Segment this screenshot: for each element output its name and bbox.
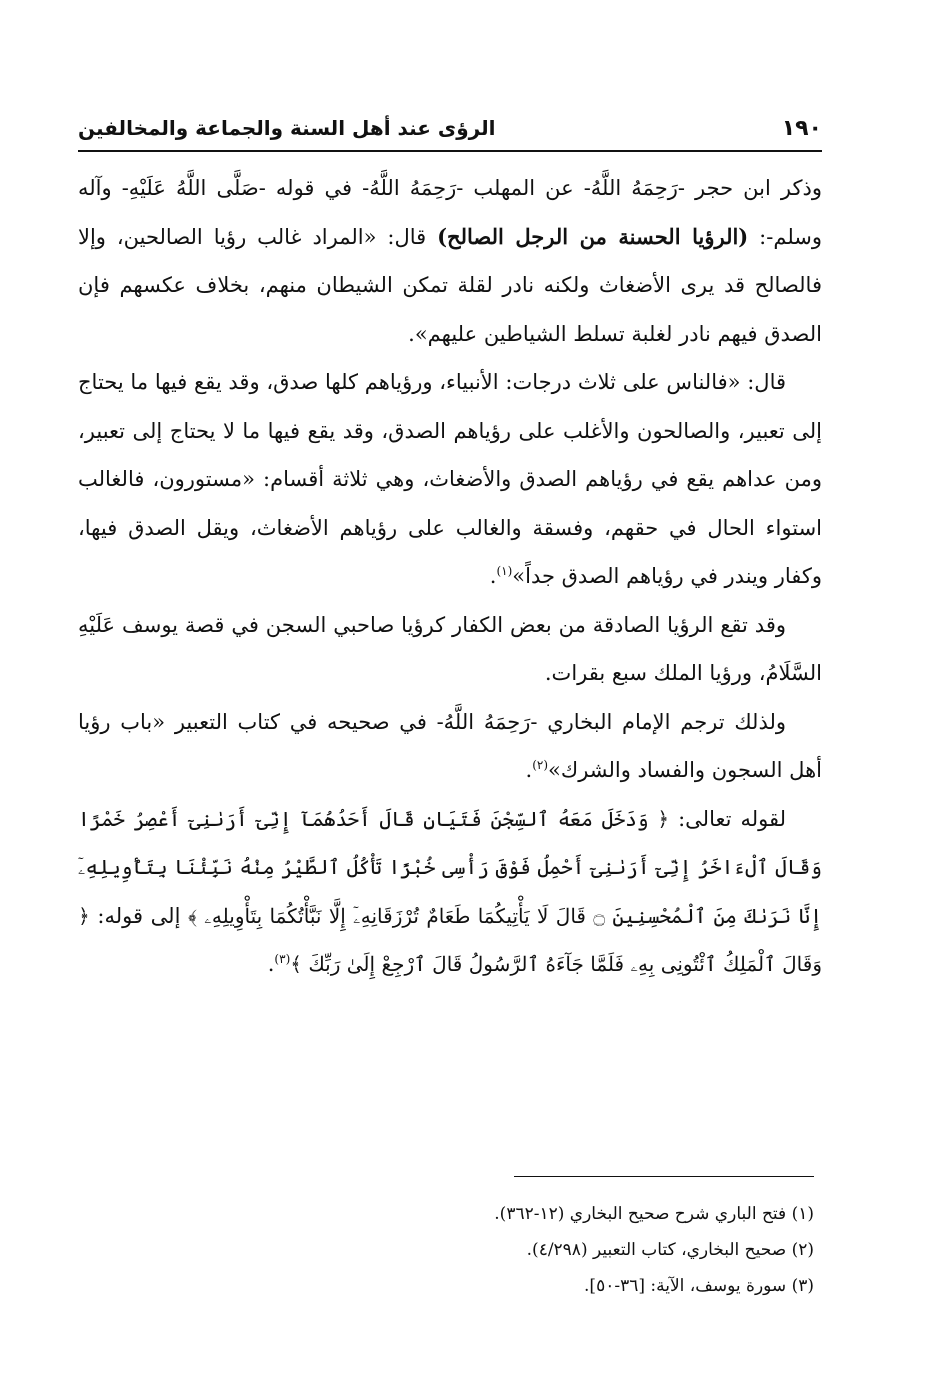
paragraph-1-text-b: قال: «المراد غالب رؤيا الصالحين، وإلا فالصالح قد يرى الأضغاث ولكنه نادر لقلة تمكن الشيطان منهم، بخلاف عكسهم فإن الصدق فيهم نادر لغلبة تسلط الشياطين عليهم». bbox=[78, 224, 822, 346]
paragraph-4: ولذلك ترجم الإمام البخاري -رَحِمَهُ اللَّهُ- في صحيحه في كتاب التعبير «باب رؤيا أهل السجون والفساد والشرك»$^{(٢)}$. bbox=[78, 709, 822, 782]
footnote-1: (١) فتح الباري شرح صحيح البخاري (١٢-٣٦٢). bbox=[494, 1204, 814, 1224]
paragraph-2-text: قال: «فالناس على ثلاث درجات: الأنبياء، ورؤياهم كلها صدق، وقد يقع فيها ما يحتاج إلى تعبير، والصالحون والأغلب على رؤياهم الصدق، وقد يقع فيها ما لا يحتاج إلى تعبير، ومن عداهم يقع في رؤياهم الصدق والأضغاث، وهي ثلاثة أقسام: «مستورون، فالغالب استواء الحال في حقهم، وفسقة والغالب على رؤياهم الأضغاث، ويقل الصدق فيها، وكفار ويندر في رؤياهم الصدق جداً» bbox=[78, 370, 822, 588]
footnote-ref-1: (١) bbox=[496, 564, 513, 578]
hadith-quote: (الرؤيا الحسنة من الرجل الصالح) bbox=[437, 223, 749, 249]
paragraph-3-text: وقد تقع الرؤيا الصادقة من بعض الكفار كرؤيا صاحبي السجن في قصة يوسف عَلَيْهِ السَّلَامُ، ورؤيا الملك سبع بقرات. bbox=[78, 612, 822, 685]
paragraph-4-text: ولذلك ترجم الإمام البخاري -رَحِمَهُ اللَّهُ- في صحيحه في كتاب التعبير «باب رؤيا أهل السجون والفساد والشرك» bbox=[78, 709, 822, 782]
paragraph-2: قال: «فالناس على ثلاث درجات: الأنبياء، ورؤياهم كلها صدق، وقد يقع فيها ما يحتاج إلى تعبير، والصالحون والأغلب على رؤياهم الصدق، وقد يقع فيها ما لا يحتاج إلى تعبير، ومن عداهم يقع في رؤياهم الصدق والأضغاث، وهي ثلاثة أقسام: «مستورون، فالغالب استواء الحال في حقهم، وفسقة والغالب على رؤياهم الأضغاث، ويقل الصدق فيها، وكفار ويندر في رؤياهم الصدق جداً»$^{(١)}$. bbox=[78, 370, 822, 588]
running-title: الرؤى عند أهل السنة والجماعة والمخالفين bbox=[78, 116, 496, 140]
paragraph-1 bbox=[78, 164, 822, 358]
running-header bbox=[78, 108, 822, 148]
main-text bbox=[78, 164, 822, 989]
footnote-2: (٢) صحيح البخاري، كتاب التعبير (٤/٢٩٨). bbox=[526, 1240, 814, 1260]
footnote-ref-3: (٣) bbox=[274, 952, 291, 966]
quran-verse-2: ﴿ وَقَالَ ٱلْمَلِكُ ٱئْتُونِى بِهِۦ فَلَمَّا جَآءَهُ ٱلرَّسُولُ قَالَ ٱرْجِعْ إِلَىٰ رَبِّكَ ﴾ bbox=[78, 903, 822, 976]
footnote-ref-2: (٢) bbox=[532, 758, 549, 772]
header-rule bbox=[78, 150, 822, 152]
paragraph-5: لقوله تعالى: ﴿ وَدَخَلَ مَعَهُ ٱلسِّجْنَ فَتَيَانِ قَالَ أَحَدُهُمَآ إِنِّىٓ أَرَىٰنِىٓ أَعْصِرُ خَمْرًا وَقَالَ ٱلْءَاخَرُ إِنِّىٓ أَرَىٰنِىٓ أَحْمِلُ فَوْقَ رَأْسِى خُبْزًا تَأْكُلُ ٱلطَّيْرُ مِنْهُ نَبِّئْنَا بِتَأْوِيلِهِۦٓ إِنَّا نَرَىٰكَ مِنَ ٱلْمُحْسِنِينَ ۝ قَالَ لَا يَأْتِيكُمَا طَعَامٌ تُرْزَقَانِهِۦٓ إِلَّا نَبَّأْتُكُمَا بِتَأْوِيلِهِۦ ﴾ إلى قوله: ﴿ وَقَالَ ٱلْمَلِكُ ٱئْتُونِى بِهِۦ فَلَمَّا جَآءَهُ ٱلرَّسُولُ قَالَ ٱرْجِعْ إِلَىٰ رَبِّكَ ﴾$^{(٣)}$. bbox=[78, 806, 822, 976]
paragraph-5-lead: لقوله تعالى: bbox=[669, 806, 787, 831]
paragraph-5-mid: إلى قوله: bbox=[89, 903, 189, 928]
paragraph-3 bbox=[78, 601, 822, 698]
quran-verse-1: ﴿ وَدَخَلَ مَعَهُ ٱلسِّجْنَ فَتَيَانِ قَالَ أَحَدُهُمَآ إِنِّىٓ أَرَىٰنِىٓ أَعْصِرُ خَمْرًا وَقَالَ ٱلْءَاخَرُ إِنِّىٓ أَرَىٰنِىٓ أَحْمِلُ فَوْقَ رَأْسِى خُبْزًا تَأْكُلُ ٱلطَّيْرُ مِنْهُ نَبِّئْنَا بِتَأْوِيلِهِۦٓ إِنَّا نَرَىٰكَ مِنَ ٱلْمُحْسِنِينَ ۝ قَالَ لَا يَأْتِيكُمَا طَعَامٌ تُرْزَقَانِهِۦٓ إِلَّا نَبَّأْتُكُمَا بِتَأْوِيلِهِۦ ﴾ bbox=[78, 806, 822, 928]
footnote-rule bbox=[514, 1176, 814, 1177]
page-number: ١٩٠ bbox=[781, 115, 822, 141]
footnotes bbox=[300, 1196, 814, 1304]
footnote-3: (٣) سورة يوسف، الآية: [٣٦-٥٠]. bbox=[584, 1276, 814, 1296]
paragraph-1-text-a: وذكر ابن حجر -رَحِمَهُ اللَّهُ- عن المهلب -رَحِمَهُ اللَّهُ- في قوله -صَلَّى اللَّهُ عَلَيْهِ- وآله وسلم-: bbox=[78, 176, 823, 249]
